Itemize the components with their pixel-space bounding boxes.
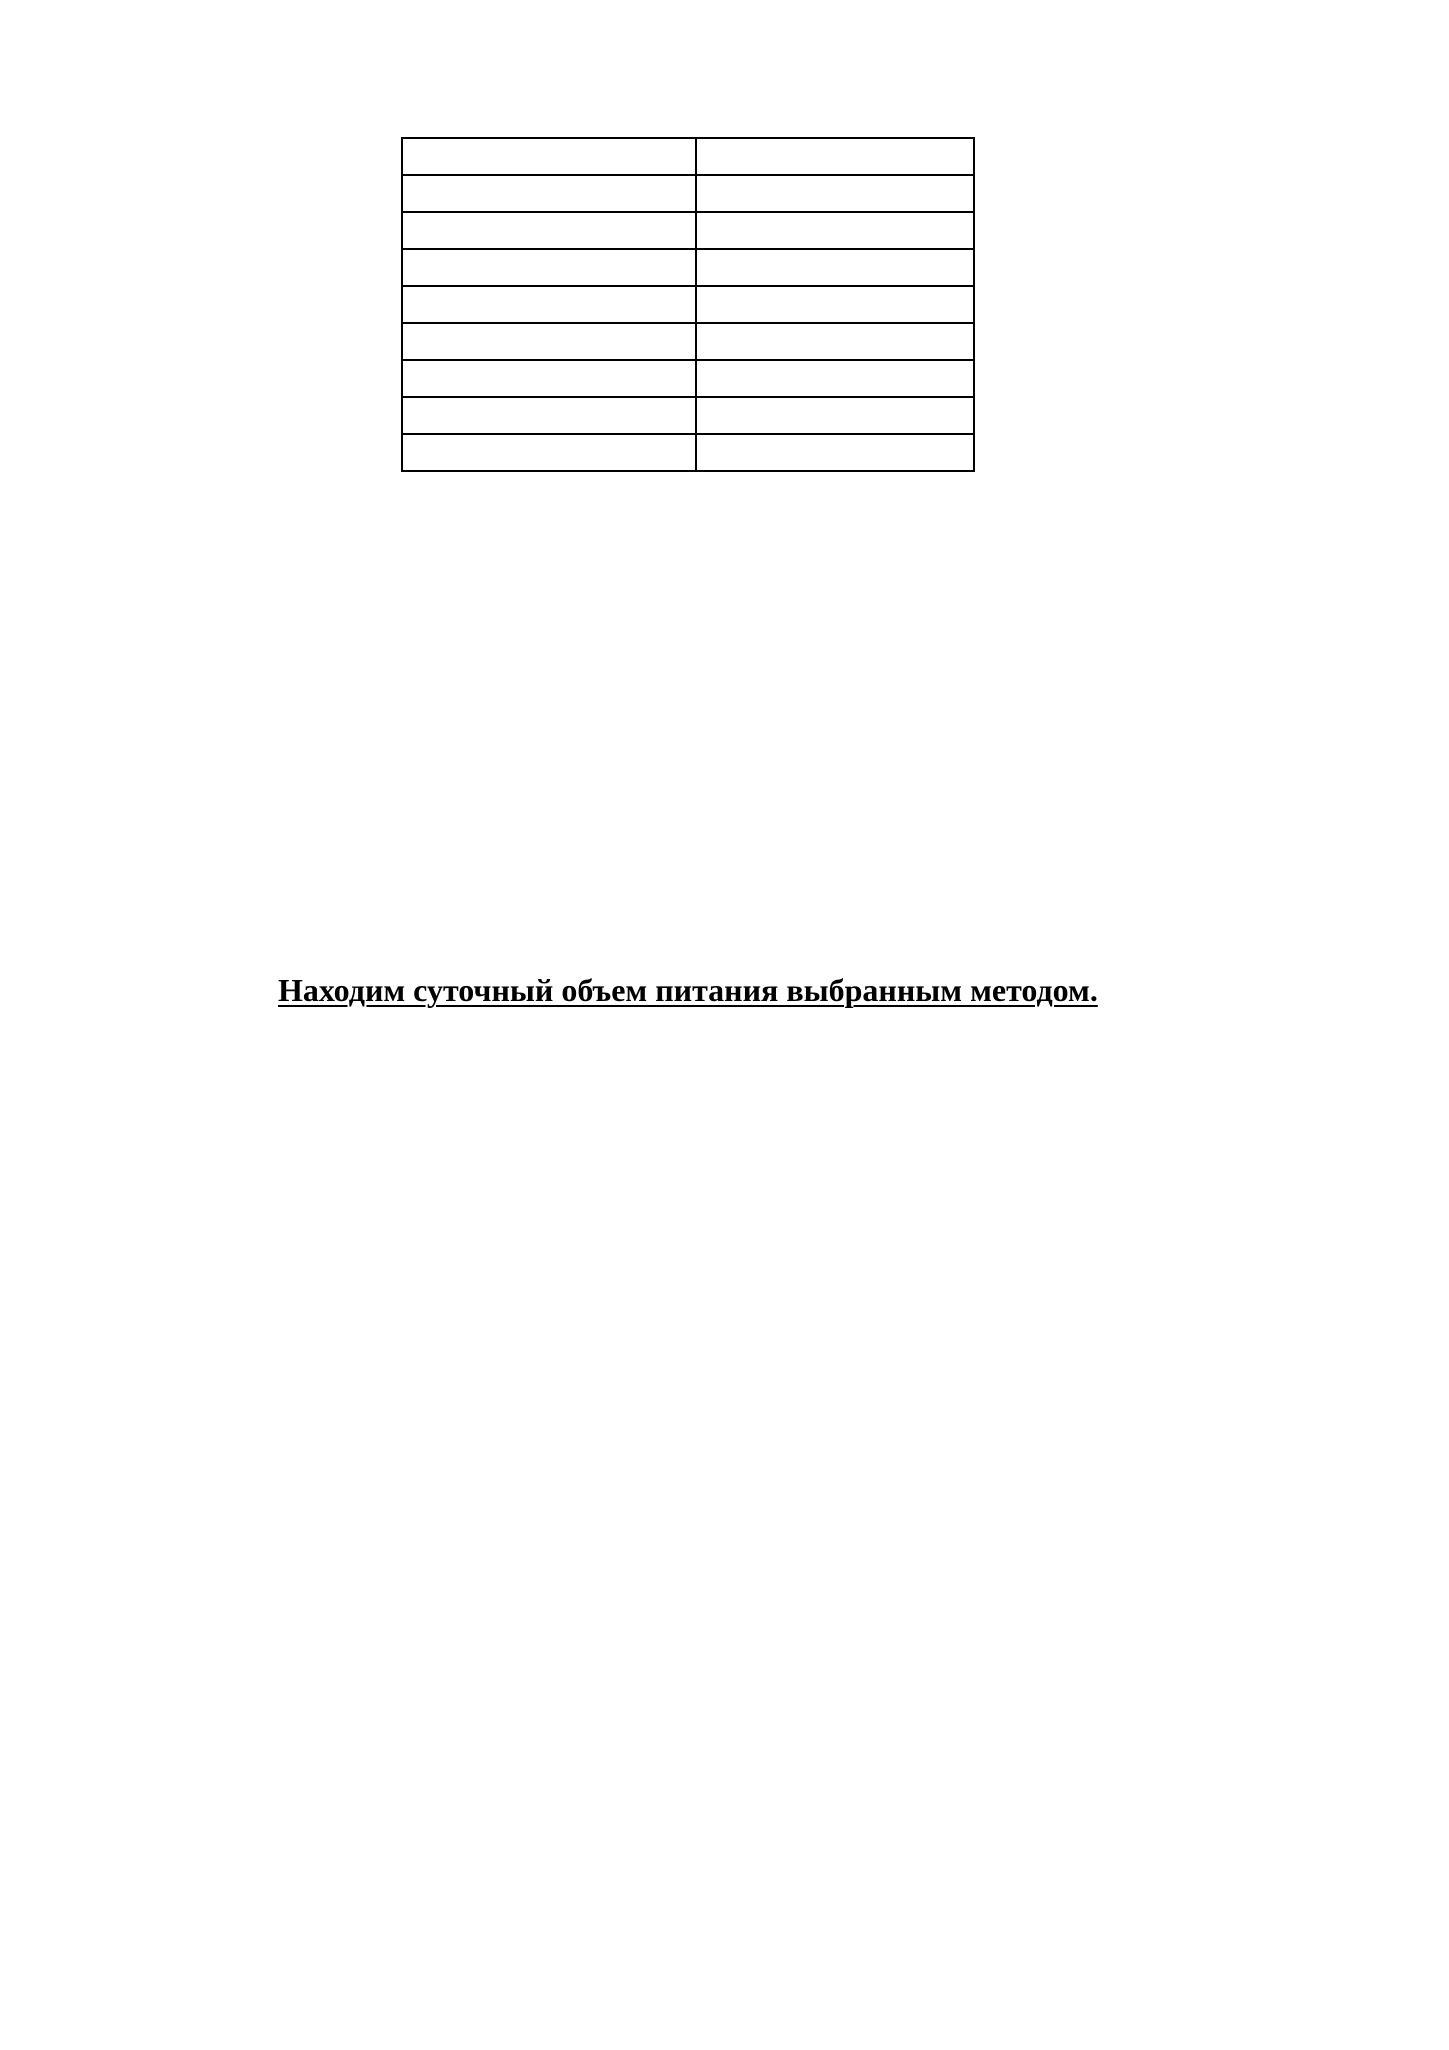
table-cell	[696, 360, 974, 397]
table-cell	[696, 175, 974, 212]
table-cell	[696, 397, 974, 434]
table-cell	[696, 212, 974, 249]
table-cell	[696, 138, 974, 175]
table-row	[402, 175, 974, 212]
table-row	[402, 286, 974, 323]
table-row	[402, 138, 974, 175]
table-body	[402, 138, 974, 471]
table-cell	[402, 360, 696, 397]
table-cell	[402, 323, 696, 360]
table-cell	[696, 323, 974, 360]
table-row	[402, 323, 974, 360]
table-cell	[696, 286, 974, 323]
table-cell	[402, 249, 696, 286]
table-cell	[402, 175, 696, 212]
empty-table	[401, 137, 975, 472]
table-cell	[402, 434, 696, 471]
table-row	[402, 249, 974, 286]
table-cell	[696, 249, 974, 286]
table-cell	[402, 397, 696, 434]
table-cell	[402, 212, 696, 249]
table-row	[402, 397, 974, 434]
table-row	[402, 360, 974, 397]
table-row	[402, 434, 974, 471]
table-cell	[402, 286, 696, 323]
section-heading: Находим суточный объем питания выбранным методом.	[278, 972, 1098, 1008]
table-row	[402, 212, 974, 249]
table-cell	[696, 434, 974, 471]
table-cell	[402, 138, 696, 175]
